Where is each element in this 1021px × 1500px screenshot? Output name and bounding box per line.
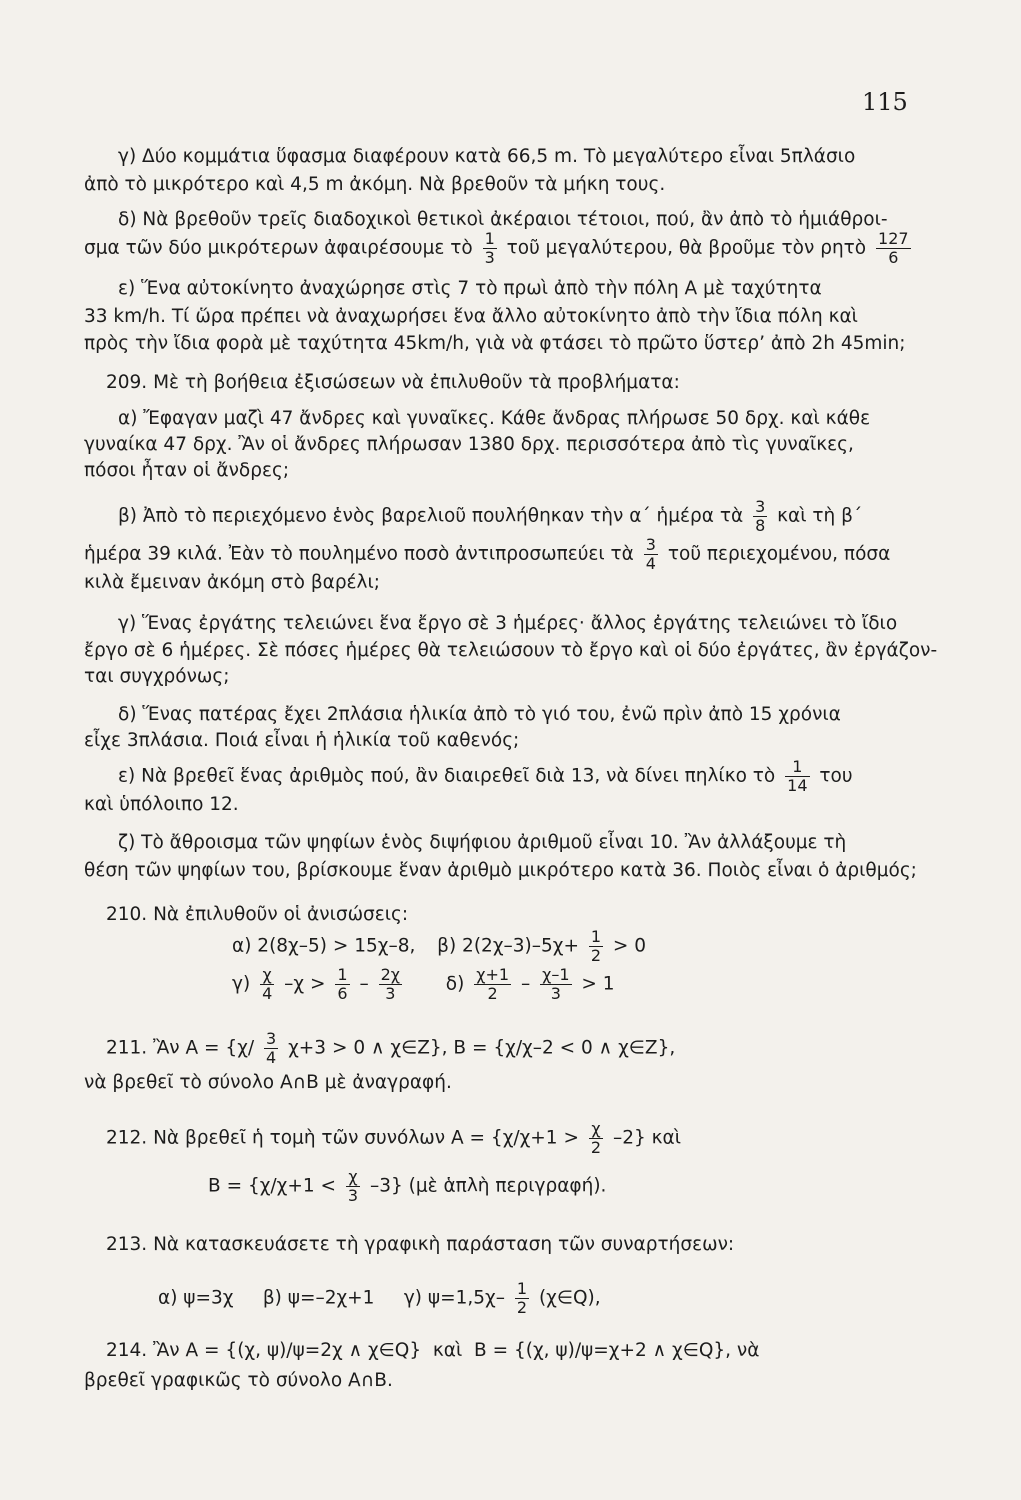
problem-213-functions [158,1280,601,1317]
text: –3} (μὲ ἁπλὴ περιγραφή). [369,1175,607,1197]
problem-212-line1 [106,1120,681,1157]
text: τοῦ μεγαλύτερου, θὰ βροῦμε τὸν ρητὸ [506,237,867,259]
problem-209-b-line2 [84,536,890,573]
problem-208-e-line1: ε) Ἕνα αὐτοκίνητο ἀναχώρησε στὶς 7 τὸ πρωὶ ἀπὸ τὴν πόλη Α μὲ ταχύτητα [118,278,822,299]
text: δ) [445,973,465,995]
problem-209-e-line2: καὶ ὑπόλοιπο 12. [84,794,239,815]
fraction: $\frac{2\chi}{3}$ [380,965,400,1003]
text: –2} καὶ [612,1127,681,1149]
fraction: $\frac{\chi+1}{2}$ [476,965,510,1003]
text: 212. Νὰ βρεθεῖ ἡ τομὴ τῶν συνόλων Α = {χ/χ+1 > [106,1127,579,1149]
fraction: $\frac{1}{2}$ [590,927,602,965]
text: Β = {χ/χ+1 < [208,1175,336,1197]
problem-213-heading: 213. Νὰ κατασκευάσετε τὴ γραφικὴ παράσταση τῶν συναρτήσεων: [106,1234,735,1255]
problem-209-b-line3: κιλὰ ἔμειναν ἀκόμη στὸ βαρέλι; [84,572,380,593]
fraction: $\frac{\chi}{2}$ [590,1119,602,1157]
page-number: 115 [862,88,908,116]
text: β) Ἀπὸ τὸ περιεχόμενο ἑνὸς βαρελιοῦ πουλήθηκαν τὴν α΄ ἡμέρα τὰ [118,505,744,527]
problem-210-heading: 210. Νὰ ἐπιλυθοῦν οἱ ἀνισώσεις: [106,904,409,925]
problem-209-d-line1: δ) Ἕνας πατέρας ἔχει 2πλάσια ἡλικία ἀπὸ τὸ γιό του, ἐνῶ πρὶν ἀπὸ 15 χρόνια [118,704,841,725]
text: 211. Ἂν Α = {χ/ [106,1037,255,1059]
problem-209-d-line2: εἶχε 3πλάσια. Ποιά εἶναι ἡ ἡλικία τοῦ καθενός; [84,730,520,751]
text: γ) [232,973,251,995]
text: καὶ τὴ β΄ [777,505,863,527]
problem-209-e-line1 [118,758,853,795]
problem-209-b-line1 [118,498,862,535]
text: ε) Νὰ βρεθεῖ ἕνας ἀριθμὸς πού, ἂν διαιρεθεῖ διὰ 13, νὰ δίνει πηλίκο τὸ [118,765,776,787]
text: –χ > [284,973,326,995]
fraction: $\frac{3}{8}$ [755,497,766,535]
fraction: $\frac{127}{6}$ [878,229,909,267]
problem-209-g-line1: γ) Ἕνας ἐργάτης τελειώνει ἕνα ἔργο σὲ 3 ἡμέρες· ἄλλος ἐργάτης τελειώνει τὸ ἴδιο [118,613,898,634]
problem-209-g-line2: ἔργο σὲ 6 ἡμέρες. Σὲ πόσες ἡμέρες θὰ τελειώσουν τὸ ἔργο καὶ οἱ δύο ἐργάτες, ἂν ἐργάζον- [84,640,938,661]
problem-211-line1 [106,1030,675,1067]
problem-210-row1 [232,928,646,965]
text: > 1 [581,973,615,995]
problem-214-line1: 214. Ἂν Α = {(χ, ψ)/ψ=2χ ∧ χ∈Q} καὶ Β = {(χ, ψ)/ψ=χ+2 ∧ χ∈Q}, νὰ [106,1340,760,1361]
problem-208-d-line2 [84,230,915,267]
text: χ+3 > 0 ∧ χ∈Ζ}, Β = {χ/χ–2 < 0 ∧ χ∈Ζ}, [288,1037,676,1059]
problem-209-a-line3: πόσοι ἦταν οἱ ἄνδρες; [84,460,290,481]
fraction: $\frac{\chi}{3}$ [347,1167,359,1205]
text: – [520,973,531,995]
problem-208-e-line2: 33 km/h. Τί ὥρα πρέπει νὰ ἀναχωρήσει ἕνα ἄλλο αὐτοκίνητο ἀπὸ τὴν ἴδια πόλη καὶ [84,306,858,327]
problem-208-g-line1: γ) Δύο κομμάτια ὕφασμα διαφέρουν κατὰ 66,5 m. Τὸ μεγαλύτερο εἶναι 5πλάσιο [118,146,856,167]
fraction: $\frac{1}{2}$ [516,1279,528,1317]
problem-211-line2: νὰ βρεθεῖ τὸ σύνολο Α∩Β μὲ ἀναγραφή. [84,1072,452,1093]
problem-208-d-line1: δ) Νὰ βρεθοῦν τρεῖς διαδοχικοὶ θετικοὶ ἀκέραιοι τέτοιοι, πού, ἂν ἀπὸ τὸ ἡμιάθροι- [118,209,888,230]
text: του [819,765,853,787]
problem-209-a-line2: γυναίκα 47 δρχ. Ἂν οἱ ἄνδρες πλήρωσαν 1380 δρχ. περισσότερα ἀπὸ τὶς γυναῖκες, [84,434,854,455]
inequality-a: α) 2(8χ–5) > 15χ–8, [232,935,416,957]
problem-209-heading: 209. Μὲ τὴ βοήθεια ἐξισώσεων νὰ ἐπιλυθοῦν τὰ προβλήματα: [106,372,680,393]
problem-214-line2: βρεθεῖ γραφικῶς τὸ σύνολο Α∩Β. [84,1370,393,1391]
problem-208-e-line3: πρὸς τὴν ἴδια φορὰ μὲ ταχύτητα 45km/h, γιὰ νὰ φτάσει τὸ πρῶτο ὕστερ’ ἀπὸ 2h 45min; [84,333,906,354]
text: α) ψ=3χ β) ψ=–2χ+1 γ) ψ=1,5χ– [158,1287,505,1309]
problem-208-g-line2: ἀπὸ τὸ μικρότερο καὶ 4,5 m ἀκόμη. Νὰ βρεθοῦν τὰ μήκη τους. [84,174,666,195]
fraction: $\frac{1}{14}$ [787,757,808,795]
problem-209-g-line3: ται συγχρόνως; [84,666,230,687]
fraction: $\frac{3}{4}$ [266,1029,277,1067]
text: ἡμέρα 39 κιλά. Ἐὰν τὸ πουλημένο ποσὸ ἀντιπροσωπεύει τὰ [84,543,634,565]
problem-212-line2 [208,1168,606,1205]
problem-209-z-line2: θέση τῶν ψηφίων του, βρίσκουμε ἕναν ἀριθμὸ μικρότερο κατὰ 36. Ποιὸς εἶναι ὁ ἀριθμός; [84,860,917,881]
text: (χ∈Q), [538,1287,601,1309]
text: – [359,973,369,995]
fraction: $\frac{3}{4}$ [645,535,656,573]
fraction: $\frac{1}{3}$ [484,229,495,267]
text: σμα τῶν δύο μικρότερων ἀφαιρέσουμε τὸ [84,237,473,259]
fraction: $\frac{\chi-1}{3}$ [542,965,570,1003]
problem-209-a-line1: α) Ἔφαγαν μαζὶ 47 ἄνδρες καὶ γυναῖκες. Κάθε ἄνδρας πλήρωσε 50 δρχ. καὶ κάθε [118,408,871,429]
fraction: $\frac{\chi}{4}$ [262,965,273,1003]
text: > 0 [612,935,647,957]
text: τοῦ περιεχομένου, πόσα [667,543,891,565]
text: β) 2(2χ–3)–5χ+ [437,935,579,957]
problem-210-row2 [232,966,615,1003]
fraction: $\frac{1}{6}$ [337,965,348,1003]
problem-209-z-line1: ζ) Τὸ ἄθροισμα τῶν ψηφίων ἑνὸς διψήφιου ἀριθμοῦ εἶναι 10. Ἂν ἀλλάξουμε τὴ [118,832,847,853]
